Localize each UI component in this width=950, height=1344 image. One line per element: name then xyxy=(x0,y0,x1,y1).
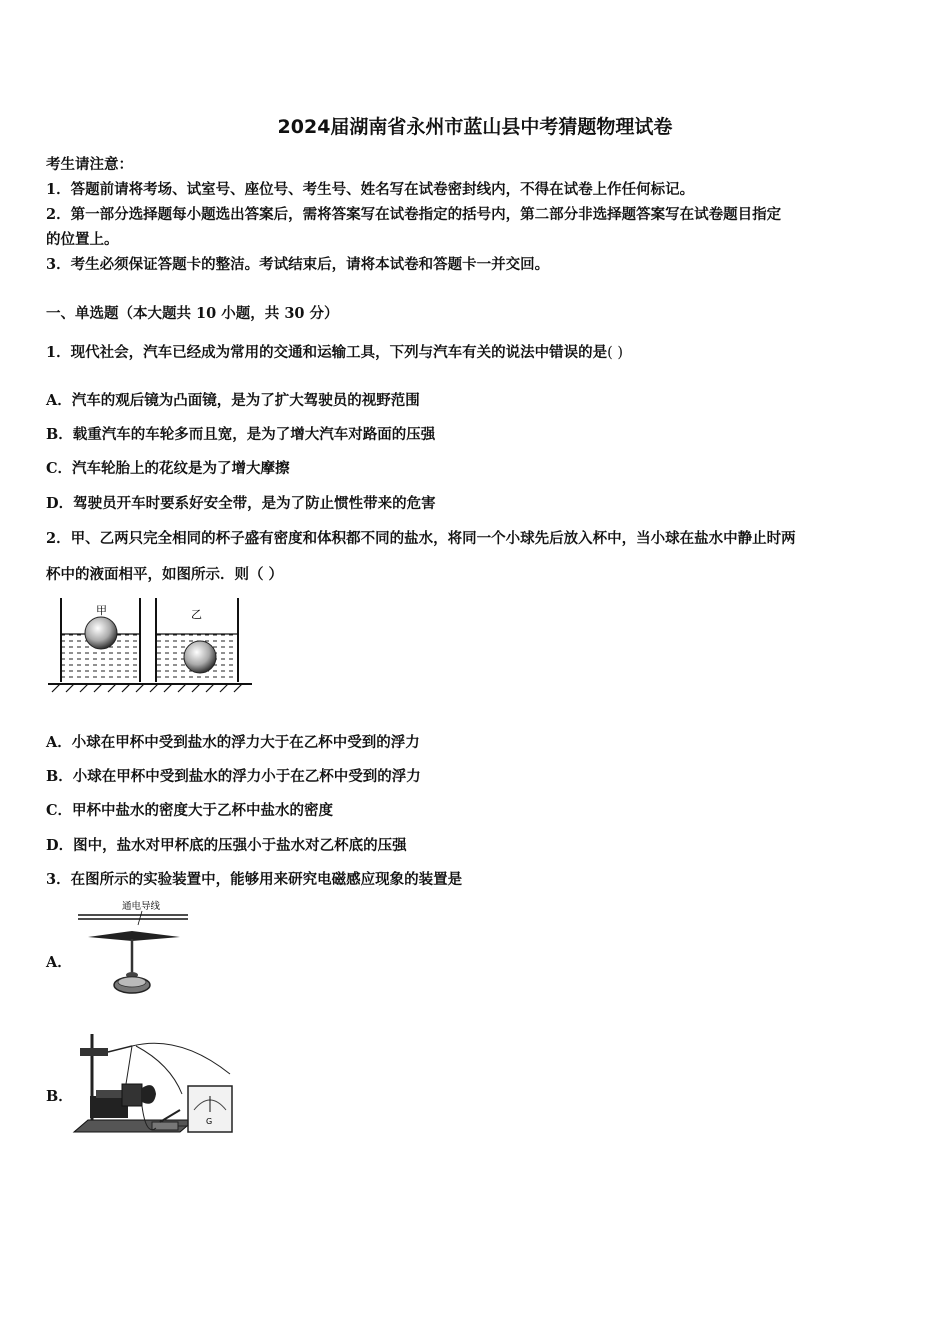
ball-right xyxy=(184,641,216,673)
q1-option-d: D．驾驶员开车时要系好安全带，是为了防止惯性带来的危害 xyxy=(46,495,436,512)
q2-option-a: A．小球在甲杯中受到盐水的浮力大于在乙杯中受到的浮力 xyxy=(46,734,420,751)
q1-option-b: B．载重汽车的车轮多而且宽，是为了增大汽车对路面的压强 xyxy=(46,426,436,443)
stand-clamp xyxy=(80,1048,108,1056)
galvanometer-label: G xyxy=(206,1117,213,1126)
q3-option-a-label: A． xyxy=(46,954,72,971)
notice-item-3: 3．考生必须保证答题卡的整洁。考试结束后，请将本试卷和答题卡一并交回。 xyxy=(46,256,550,273)
q2-cups-figure xyxy=(44,596,256,694)
q1-option-a: A．汽车的观后镜为凸面镜，是为了扩大驾驶员的视野范围 xyxy=(46,392,420,409)
q2-stem-line1: 2．甲、乙两只完全相同的杯子盛有密度和体积都不同的盐水，将同一个小球先后放入杯中，当小球在盐水中静止时两 xyxy=(46,530,796,547)
q1-stem xyxy=(46,341,623,362)
q3-option-b-label: B． xyxy=(46,1088,73,1105)
page-title: 2024届湖南省永州市蓝山县中考猜题物理试卷 xyxy=(277,116,673,138)
magnetic-needle xyxy=(88,931,180,941)
wire-label: 通电导线 xyxy=(122,901,161,912)
notice-item-2-cont: 的位置上。 xyxy=(46,231,119,248)
q2-stem-line2: 杯中的液面相平，如图所示．则（ ） xyxy=(46,566,284,583)
section-heading: 一、单选题（本大题共 10 小题，共 30 分） xyxy=(46,305,339,322)
notice-item-2: 2．第一部分选择题每小题选出答案后，需将答案写在试卷指定的括号内，第二部分非选择题答案写在试卷题目指定 xyxy=(46,206,782,223)
ball-left xyxy=(85,617,117,649)
q2-option-d: D．图中，盐水对甲杯底的压强小于盐水对乙杯底的压强 xyxy=(46,837,407,854)
notice-item-1: 1．答题前请将考场、试室号、座位号、考生号、姓名写在试卷密封线内，不得在试卷上作任何标记。 xyxy=(46,181,695,198)
cup-right-label: 乙 xyxy=(191,608,202,621)
q2-option-b: B．小球在甲杯中受到盐水的浮力小于在乙杯中受到的浮力 xyxy=(46,768,421,785)
q1-stem-text: 1．现代社会，汽车已经成为常用的交通和运输工具，下列与汽车有关的说法中错误的是 xyxy=(46,344,608,361)
q2-option-c: C．甲杯中盐水的密度大于乙杯中盐水的密度 xyxy=(46,802,334,819)
conductor xyxy=(122,1084,142,1106)
cup-left-label: 甲 xyxy=(96,604,107,617)
q1-answer-paren: ( ) xyxy=(607,345,624,361)
q3-figure-b-induction xyxy=(70,1024,240,1140)
q1-option-c: C．汽车轮胎上的花纹是为了增大摩擦 xyxy=(46,460,290,477)
notice-heading: 考生请注意： xyxy=(46,156,133,173)
q3-figure-a-oersted xyxy=(74,895,194,999)
switch xyxy=(152,1122,178,1130)
q3-stem: 3．在图所示的实验装置中，能够用来研究电磁感应现象的装置是 xyxy=(46,871,463,888)
ground-hatch xyxy=(52,684,242,692)
